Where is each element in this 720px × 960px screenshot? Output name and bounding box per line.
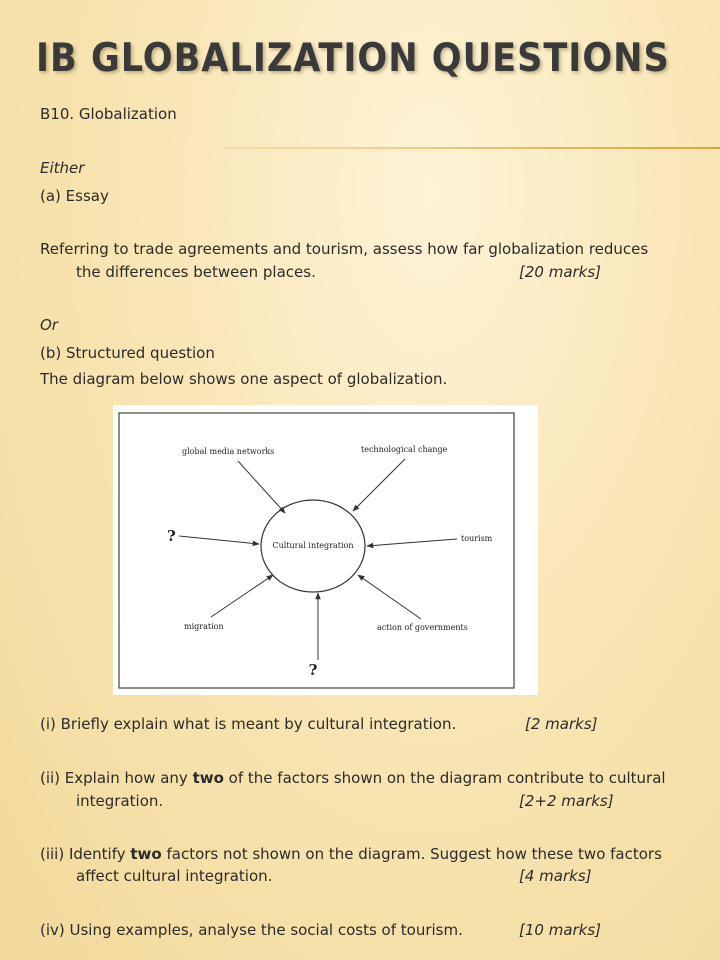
question-iv-marks: [10 marks] <box>519 921 602 939</box>
center-label: Cultural integration <box>272 541 354 550</box>
section-heading: B10. Globalization <box>40 105 177 123</box>
arrow-unknown-left <box>179 536 259 544</box>
part-b-label: (b) Structured question <box>40 344 215 362</box>
title-divider <box>225 147 720 149</box>
part-a-marks: [20 marks] <box>519 263 602 281</box>
arrow-government <box>358 575 421 619</box>
diagram-frame <box>119 413 514 688</box>
question-iii-line1: (iii) Identify two factors not shown on the diagram. Suggest how these two factors <box>40 845 662 863</box>
arrow-tech-change <box>353 459 405 511</box>
part-b-intro: The diagram below shows one aspect of globalization. <box>40 370 448 388</box>
or-label: Or <box>40 316 58 334</box>
cultural-integration-diagram <box>113 405 538 695</box>
label-tech-change: technological change <box>361 445 448 454</box>
question-ii-marks: [2+2 marks] <box>519 792 614 810</box>
label-unknown-left: ? <box>167 527 176 545</box>
question-i: (i) Briefly explain what is meant by cultural integration. <box>40 715 457 733</box>
slide-title: IB GLOBALIZATION QUESTIONS <box>36 36 670 81</box>
part-a-question-line2: the differences between places. <box>76 263 316 281</box>
question-iv: (iv) Using examples, analyse the social costs of tourism. <box>40 921 463 939</box>
diagram-svg <box>113 405 538 695</box>
question-iii-marks: [4 marks] <box>519 867 592 885</box>
arrow-global-media <box>238 461 285 513</box>
label-tourism: tourism <box>461 534 493 543</box>
question-i-marks: [2 marks] <box>525 715 598 733</box>
label-government: action of governments <box>377 623 468 632</box>
label-global-media: global media networks <box>182 447 275 456</box>
question-iii-line2: affect cultural integration. <box>76 867 273 885</box>
arrow-tourism <box>367 539 457 546</box>
arrow-migration <box>211 575 273 617</box>
either-label: Either <box>40 159 85 177</box>
label-unknown-bottom: ? <box>308 661 318 679</box>
question-ii-line2: integration. <box>76 792 164 810</box>
question-ii-line1: (ii) Explain how any two of the factors shown on the diagram contribute to cultural <box>40 769 666 787</box>
part-a-label: (a) Essay <box>40 187 109 205</box>
label-migration: migration <box>184 622 224 631</box>
part-a-question-line1: Referring to trade agreements and tourism, assess how far globalization reduces <box>40 240 649 258</box>
